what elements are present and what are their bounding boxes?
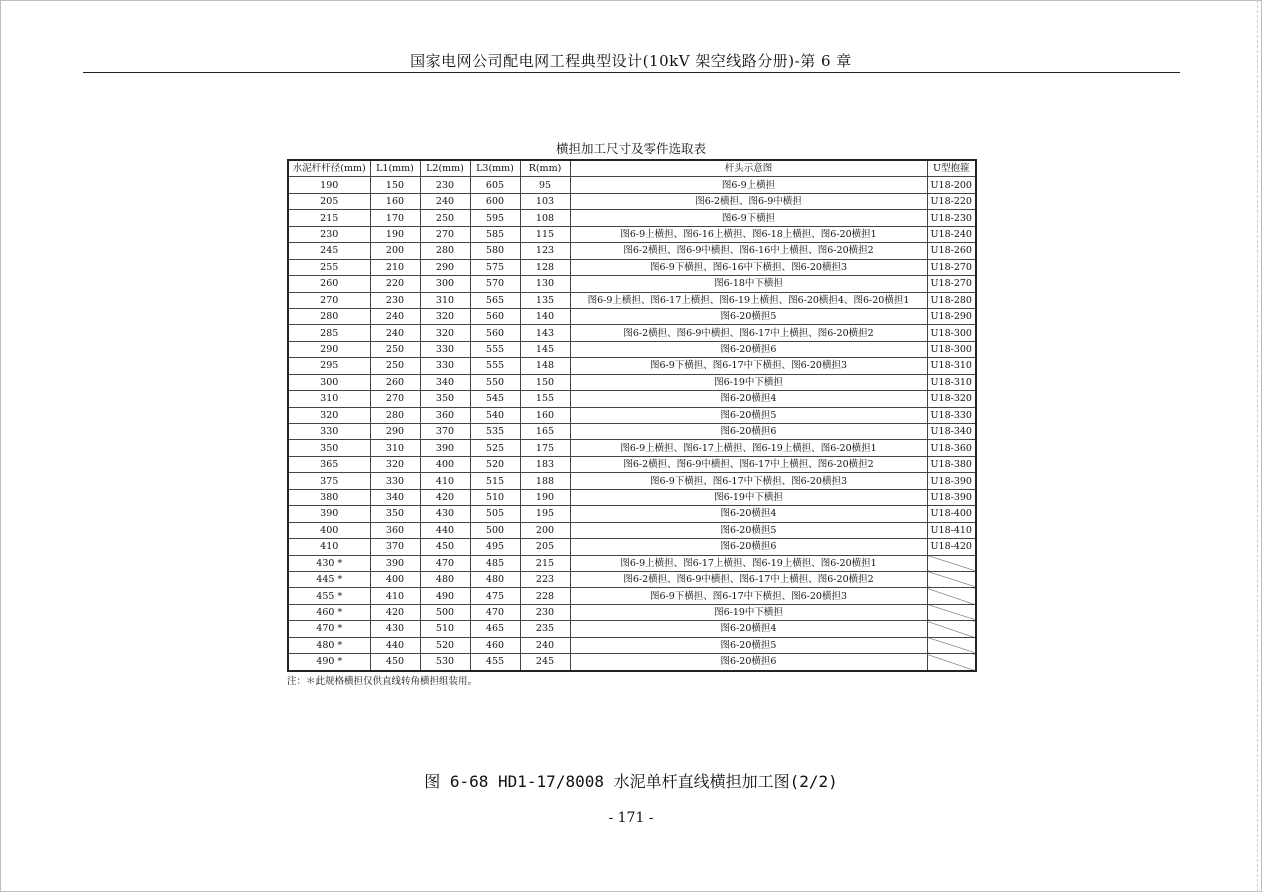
l3-cell: 575 [470, 259, 520, 275]
u-clamp-cell: U18-330 [927, 407, 976, 423]
table-row [288, 308, 976, 324]
l3-cell: 600 [470, 193, 520, 209]
l1-cell: 170 [370, 210, 420, 226]
l2-cell: 350 [420, 391, 470, 407]
r-cell: 215 [520, 555, 570, 571]
r-cell: 190 [520, 489, 570, 505]
pole-diameter-cell: 260 [288, 276, 370, 292]
l3-cell: 505 [470, 506, 520, 522]
l3-cell: 565 [470, 292, 520, 308]
pole-head-diagram-cell: 图6-2横担、图6-9中横担、图6-17中上横担、图6-20横担2 [570, 456, 927, 472]
r-cell: 223 [520, 571, 570, 587]
l2-cell: 530 [420, 654, 470, 671]
table-row [288, 588, 976, 604]
l3-cell: 520 [470, 456, 520, 472]
pole-diameter-cell: 350 [288, 440, 370, 456]
pole-head-diagram-cell: 图6-20横担5 [570, 522, 927, 538]
l3-cell: 555 [470, 358, 520, 374]
pole-diameter-cell: 290 [288, 341, 370, 357]
l3-cell: 515 [470, 473, 520, 489]
table-row [288, 424, 976, 440]
table-row [288, 473, 976, 489]
pole-diameter-cell: 330 [288, 424, 370, 440]
table-row [288, 506, 976, 522]
u-clamp-cell-empty [927, 604, 976, 620]
table-row [288, 193, 976, 209]
l1-cell: 390 [370, 555, 420, 571]
l3-cell: 480 [470, 571, 520, 587]
pole-head-diagram-cell: 图6-18中下横担 [570, 276, 927, 292]
l1-cell: 240 [370, 308, 420, 324]
l2-cell: 370 [420, 424, 470, 440]
pole-diameter-cell: 295 [288, 358, 370, 374]
l1-cell: 330 [370, 473, 420, 489]
l3-cell: 605 [470, 177, 520, 193]
u-clamp-cell-empty [927, 654, 976, 671]
l2-cell: 490 [420, 588, 470, 604]
pole-head-diagram-cell: 图6-9上横担、图6-17上横担、图6-19上横担、图6-20横担1 [570, 555, 927, 571]
page-number: - 171 - [608, 810, 654, 826]
u-clamp-cell: U18-340 [927, 424, 976, 440]
pole-head-diagram-cell: 图6-9上横担、图6-16上横担、图6-18上横担、图6-20横担1 [570, 226, 927, 242]
r-cell: 183 [520, 456, 570, 472]
pole-diameter-cell: 430 * [288, 555, 370, 571]
l3-cell: 535 [470, 424, 520, 440]
pole-diameter-cell: 280 [288, 308, 370, 324]
table-row [288, 456, 976, 472]
u-clamp-cell: U18-270 [927, 259, 976, 275]
r-cell: 205 [520, 539, 570, 555]
l3-cell: 580 [470, 243, 520, 259]
pole-head-diagram-cell: 图6-9下横担 [570, 210, 927, 226]
l3-cell: 560 [470, 308, 520, 324]
l1-cell: 340 [370, 489, 420, 505]
l2-cell: 450 [420, 539, 470, 555]
l2-cell: 300 [420, 276, 470, 292]
col-header-r: R(mm) [520, 160, 570, 177]
l1-cell: 440 [370, 637, 420, 653]
l1-cell: 200 [370, 243, 420, 259]
table-row [288, 571, 976, 587]
pole-diameter-cell: 245 [288, 243, 370, 259]
l2-cell: 520 [420, 637, 470, 653]
col-header-pole-diameter: 水泥杆杆径(mm) [288, 160, 370, 177]
pole-diameter-cell: 400 [288, 522, 370, 538]
u-clamp-cell-empty [927, 637, 976, 653]
l3-cell: 540 [470, 407, 520, 423]
col-header-pole-head-diagram: 杆头示意图 [570, 160, 927, 177]
r-cell: 165 [520, 424, 570, 440]
table-row [288, 259, 976, 275]
r-cell: 150 [520, 374, 570, 390]
r-cell: 123 [520, 243, 570, 259]
pole-head-diagram-cell: 图6-9上横担、图6-17上横担、图6-19上横担、图6-20横担1 [570, 440, 927, 456]
l2-cell: 430 [420, 506, 470, 522]
r-cell: 140 [520, 308, 570, 324]
pole-diameter-cell: 320 [288, 407, 370, 423]
l1-cell: 260 [370, 374, 420, 390]
pole-diameter-cell: 470 * [288, 621, 370, 637]
table-row [288, 276, 976, 292]
u-clamp-cell: U18-300 [927, 341, 976, 357]
l3-cell: 555 [470, 341, 520, 357]
r-cell: 200 [520, 522, 570, 538]
l1-cell: 160 [370, 193, 420, 209]
l2-cell: 420 [420, 489, 470, 505]
col-header-l1: L1(mm) [370, 160, 420, 177]
u-clamp-cell: U18-240 [927, 226, 976, 242]
l1-cell: 310 [370, 440, 420, 456]
l2-cell: 280 [420, 243, 470, 259]
l3-cell: 455 [470, 654, 520, 671]
u-clamp-cell: U18-390 [927, 473, 976, 489]
col-header-u-clamp: U型抱箍 [927, 160, 976, 177]
pole-head-diagram-cell: 图6-9下横担、图6-17中下横担、图6-20横担3 [570, 588, 927, 604]
pole-head-diagram-cell: 图6-9上横担 [570, 177, 927, 193]
header-rule [83, 72, 1180, 73]
u-clamp-cell: U18-400 [927, 506, 976, 522]
pole-diameter-cell: 300 [288, 374, 370, 390]
table-row [288, 374, 976, 390]
r-cell: 228 [520, 588, 570, 604]
r-cell: 188 [520, 473, 570, 489]
l3-cell: 550 [470, 374, 520, 390]
u-clamp-cell: U18-300 [927, 325, 976, 341]
pole-head-diagram-cell: 图6-2横担、图6-9中横担 [570, 193, 927, 209]
u-clamp-cell: U18-420 [927, 539, 976, 555]
table-caption: 横担加工尺寸及零件选取表 [555, 141, 706, 156]
l3-cell: 545 [470, 391, 520, 407]
l3-cell: 500 [470, 522, 520, 538]
u-clamp-cell: U18-290 [927, 308, 976, 324]
pole-head-diagram-cell: 图6-9下横担、图6-17中下横担、图6-20横担3 [570, 358, 927, 374]
l3-cell: 595 [470, 210, 520, 226]
l1-cell: 350 [370, 506, 420, 522]
pole-head-diagram-cell: 图6-19中下横担 [570, 374, 927, 390]
table-row [288, 539, 976, 555]
r-cell: 143 [520, 325, 570, 341]
r-cell: 108 [520, 210, 570, 226]
table-row [288, 325, 976, 341]
r-cell: 95 [520, 177, 570, 193]
u-clamp-cell: U18-360 [927, 440, 976, 456]
l2-cell: 310 [420, 292, 470, 308]
l2-cell: 510 [420, 621, 470, 637]
r-cell: 135 [520, 292, 570, 308]
running-header: 国家电网公司配电网工程典型设计(10kV 架空线路分册)-第 6 章 [410, 52, 852, 70]
col-header-l3: L3(mm) [470, 160, 520, 177]
table-row [288, 637, 976, 653]
l3-cell: 495 [470, 539, 520, 555]
pole-head-diagram-cell: 图6-20横担5 [570, 308, 927, 324]
pole-head-diagram-cell: 图6-9下横担、图6-16中下横担、图6-20横担3 [570, 259, 927, 275]
l1-cell: 450 [370, 654, 420, 671]
l2-cell: 330 [420, 341, 470, 357]
table-row [288, 522, 976, 538]
table-row [288, 654, 976, 671]
pole-head-diagram-cell: 图6-20横担4 [570, 621, 927, 637]
pole-diameter-cell: 190 [288, 177, 370, 193]
r-cell: 115 [520, 226, 570, 242]
l2-cell: 500 [420, 604, 470, 620]
r-cell: 195 [520, 506, 570, 522]
page-edge-line [1257, 0, 1258, 892]
l3-cell: 560 [470, 325, 520, 341]
l1-cell: 280 [370, 407, 420, 423]
r-cell: 230 [520, 604, 570, 620]
pole-diameter-cell: 285 [288, 325, 370, 341]
pole-head-diagram-cell: 图6-20横担4 [570, 506, 927, 522]
l3-cell: 470 [470, 604, 520, 620]
pole-head-diagram-cell: 图6-2横担、图6-9中横担、图6-17中上横担、图6-20横担2 [570, 571, 927, 587]
l2-cell: 230 [420, 177, 470, 193]
pole-head-diagram-cell: 图6-9上横担、图6-17上横担、图6-19上横担、图6-20横担4、图6-20横担1 [570, 292, 927, 308]
l1-cell: 150 [370, 177, 420, 193]
l3-cell: 485 [470, 555, 520, 571]
pole-diameter-cell: 375 [288, 473, 370, 489]
pole-head-diagram-cell: 图6-20横担6 [570, 539, 927, 555]
table-row [288, 604, 976, 620]
table-row [288, 210, 976, 226]
pole-diameter-cell: 230 [288, 226, 370, 242]
u-clamp-cell: U18-310 [927, 358, 976, 374]
l2-cell: 400 [420, 456, 470, 472]
u-clamp-cell-empty [927, 571, 976, 587]
l1-cell: 220 [370, 276, 420, 292]
r-cell: 128 [520, 259, 570, 275]
u-clamp-cell-empty [927, 588, 976, 604]
u-clamp-cell-empty [927, 555, 976, 571]
l1-cell: 190 [370, 226, 420, 242]
crossarm-spec-table [287, 159, 977, 672]
pole-head-diagram-cell: 图6-20横担6 [570, 341, 927, 357]
l2-cell: 480 [420, 571, 470, 587]
table-row [288, 407, 976, 423]
r-cell: 155 [520, 391, 570, 407]
l2-cell: 320 [420, 325, 470, 341]
r-cell: 235 [520, 621, 570, 637]
l2-cell: 410 [420, 473, 470, 489]
table-row [288, 489, 976, 505]
pole-diameter-cell: 270 [288, 292, 370, 308]
u-clamp-cell: U18-410 [927, 522, 976, 538]
l3-cell: 585 [470, 226, 520, 242]
l2-cell: 390 [420, 440, 470, 456]
table-row [288, 358, 976, 374]
l1-cell: 370 [370, 539, 420, 555]
l3-cell: 460 [470, 637, 520, 653]
table-row [288, 177, 976, 193]
pole-diameter-cell: 255 [288, 259, 370, 275]
u-clamp-cell: U18-230 [927, 210, 976, 226]
pole-diameter-cell: 365 [288, 456, 370, 472]
l3-cell: 475 [470, 588, 520, 604]
r-cell: 148 [520, 358, 570, 374]
pole-diameter-cell: 480 * [288, 637, 370, 653]
table-row [288, 341, 976, 357]
u-clamp-cell-empty [927, 621, 976, 637]
u-clamp-cell: U18-310 [927, 374, 976, 390]
pole-diameter-cell: 460 * [288, 604, 370, 620]
l2-cell: 240 [420, 193, 470, 209]
l1-cell: 430 [370, 621, 420, 637]
pole-head-diagram-cell: 图6-9下横担、图6-17中下横担、图6-20横担3 [570, 473, 927, 489]
r-cell: 175 [520, 440, 570, 456]
pole-head-diagram-cell: 图6-20横担6 [570, 424, 927, 440]
pole-head-diagram-cell: 图6-20横担4 [570, 391, 927, 407]
pole-head-diagram-cell: 图6-20横担5 [570, 637, 927, 653]
l1-cell: 420 [370, 604, 420, 620]
table-row [288, 226, 976, 242]
l2-cell: 250 [420, 210, 470, 226]
table-note: 注：＊此规格横担仅供直线转角横担组装用。 [287, 676, 478, 687]
u-clamp-cell: U18-390 [927, 489, 976, 505]
pole-head-diagram-cell: 图6-19中下横担 [570, 489, 927, 505]
pole-diameter-cell: 205 [288, 193, 370, 209]
pole-diameter-cell: 380 [288, 489, 370, 505]
pole-head-diagram-cell: 图6-20横担5 [570, 407, 927, 423]
l1-cell: 360 [370, 522, 420, 538]
l1-cell: 270 [370, 391, 420, 407]
pole-diameter-cell: 410 [288, 539, 370, 555]
l2-cell: 360 [420, 407, 470, 423]
col-header-l2: L2(mm) [420, 160, 470, 177]
table-row [288, 621, 976, 637]
u-clamp-cell: U18-220 [927, 193, 976, 209]
l2-cell: 340 [420, 374, 470, 390]
l1-cell: 410 [370, 588, 420, 604]
r-cell: 145 [520, 341, 570, 357]
pole-diameter-cell: 215 [288, 210, 370, 226]
l3-cell: 525 [470, 440, 520, 456]
l1-cell: 320 [370, 456, 420, 472]
l3-cell: 570 [470, 276, 520, 292]
l1-cell: 290 [370, 424, 420, 440]
r-cell: 130 [520, 276, 570, 292]
l1-cell: 210 [370, 259, 420, 275]
l1-cell: 250 [370, 341, 420, 357]
table-row [288, 391, 976, 407]
table-row [288, 555, 976, 571]
l2-cell: 330 [420, 358, 470, 374]
u-clamp-cell: U18-260 [927, 243, 976, 259]
u-clamp-cell: U18-270 [927, 276, 976, 292]
l2-cell: 320 [420, 308, 470, 324]
table-row [288, 440, 976, 456]
pole-diameter-cell: 490 * [288, 654, 370, 671]
l3-cell: 465 [470, 621, 520, 637]
l1-cell: 400 [370, 571, 420, 587]
figure-caption: 图 6-68 HD1-17/8008 水泥单杆直线横担加工图(2/2) [424, 772, 838, 791]
r-cell: 245 [520, 654, 570, 671]
pole-head-diagram-cell: 图6-2横担、图6-9中横担、图6-17中上横担、图6-20横担2 [570, 325, 927, 341]
l1-cell: 250 [370, 358, 420, 374]
table-body [288, 177, 976, 671]
l2-cell: 270 [420, 226, 470, 242]
table-header-row [288, 160, 976, 177]
r-cell: 103 [520, 193, 570, 209]
pole-head-diagram-cell: 图6-19中下横担 [570, 604, 927, 620]
u-clamp-cell: U18-200 [927, 177, 976, 193]
pole-diameter-cell: 445 * [288, 571, 370, 587]
pole-head-diagram-cell: 图6-20横担6 [570, 654, 927, 671]
l1-cell: 230 [370, 292, 420, 308]
u-clamp-cell: U18-320 [927, 391, 976, 407]
r-cell: 240 [520, 637, 570, 653]
l3-cell: 510 [470, 489, 520, 505]
table-row [288, 292, 976, 308]
pole-diameter-cell: 390 [288, 506, 370, 522]
u-clamp-cell: U18-380 [927, 456, 976, 472]
pole-diameter-cell: 310 [288, 391, 370, 407]
table-row [288, 243, 976, 259]
r-cell: 160 [520, 407, 570, 423]
pole-head-diagram-cell: 图6-2横担、图6-9中横担、图6-16中上横担、图6-20横担2 [570, 243, 927, 259]
pole-diameter-cell: 455 * [288, 588, 370, 604]
l2-cell: 470 [420, 555, 470, 571]
l1-cell: 240 [370, 325, 420, 341]
l2-cell: 290 [420, 259, 470, 275]
u-clamp-cell: U18-280 [927, 292, 976, 308]
l2-cell: 440 [420, 522, 470, 538]
